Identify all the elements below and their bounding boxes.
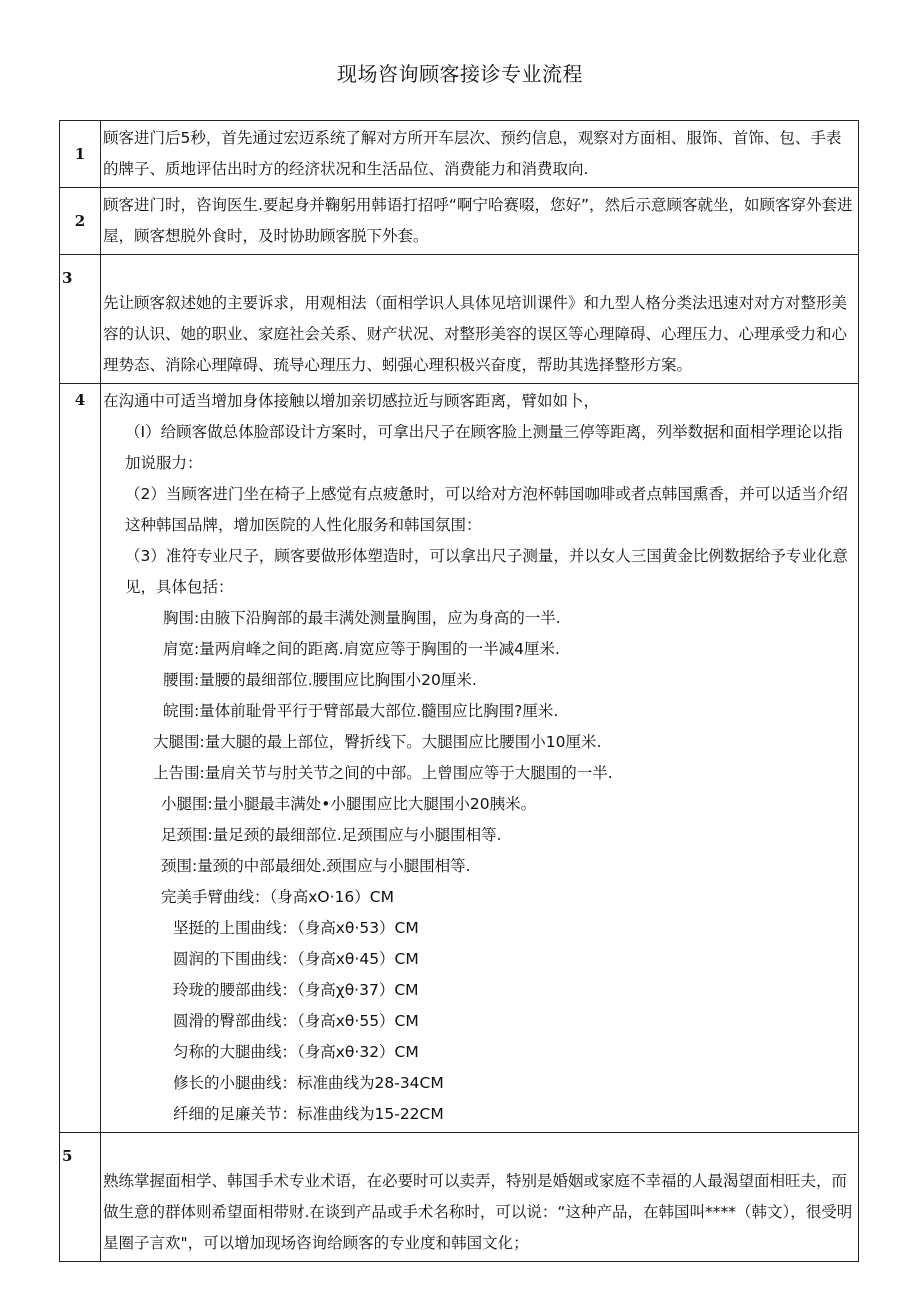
paragraph: 先让顾客叙述她的主要诉求，用观相法（面相学识人具体见培训课件》和九型人格分类法迅速对对方对整形美容的认识、她的职业、家庭社会关系、财产状况、对整形美容的误区等心理障碍、心理压力、心理承受力和心理势态、消除心理障碍、琉导心理压力、蚓强心理积极兴奋度，帮助其选择整形方案。 [103,294,848,374]
row-text [101,1133,859,1262]
procedure-table [59,120,859,1262]
row-text [101,188,859,255]
measure-item: 胸围:由腋下沿胸部的最丰满处测量胸围，应为身高的一半. [163,609,561,627]
measure-item: 匀称的大腿曲线：（身高xθ·32）CM [173,1043,419,1061]
row-number: 3 [60,255,101,384]
measure-item: 颈围:量颈的中部最细处.颈围应与小腿围相等. [161,857,471,875]
measure-item: 圆润的下围曲线：（身高xθ·45）CM [173,950,419,968]
measure-item: 修长的小腿曲线：标准曲线为28-34CM [173,1074,444,1092]
measurement-list [103,603,856,1130]
paragraph-2: （2）当顾客进门坐在椅子上感觉有点疲惫时，可以给对方泡杯韩国咖啡或者点韩国熏香，并可以适当介绍这种韩国品牌，增加医院的人性化服务和韩国氛围： [125,485,848,534]
table-row [60,255,859,384]
row-text [101,255,859,384]
measure-item: 完美手臂曲线：（身高xO·16）CM [161,888,394,906]
measure-item: 足颈围:量足颈的最细部位.足颈围应与小腿围相等. [161,826,502,844]
row-number: 4 [60,384,101,1133]
measure-item: 皖围:量体前耻骨平行于臂部最大部位.髓围应比胸围?厘米. [163,702,559,720]
measure-item: 坚挺的上围曲线：（身高xθ·53）CM [173,919,419,937]
table-row [60,121,859,188]
measure-item: 纤细的足廉关节：标准曲线为15-22CM [173,1105,444,1123]
paragraph-3: （3）准符专业尺子，顾客要做形体塑造时，可以拿出尺子测量，并以女人三国黄金比例数据给予专业化意见，具体包括： [125,547,848,596]
measure-item: 上告围:量肩关节与肘关节之间的中部。上曾围应等于大腿围的一半. [153,764,613,782]
paragraph-intro: 在沟通中可适当增加身体接触以增加亲切感拉近与顾客距离，臂如如卜， [103,392,600,410]
row-number: 1 [60,121,101,188]
measure-item: 小腿围:量小腿最丰满处•小腿围应比大腿围小20胰米。 [161,795,537,813]
paragraph-1: （I）给顾客做总体脸部设计方案时，可拿出尺子在顾客脸上测量三停等距离，列举数据和面相学理论以指加说服力： [125,423,843,472]
row-number: 2 [60,188,101,255]
measure-item: 腰围:量腰的最细部位.腰围应比胸围小20厘米. [163,671,477,689]
page-title: 现场咨询顾客接诊专业流程 [337,62,583,86]
row-text [101,121,859,188]
paragraph: 顾客进门后5秒，首先通过宏迈系统了解对方所开车层次、预约信息，观察对方面相、服饰、首饰、包、手表的牌子、质地评估出时方的经济状况和生活品位、消费能力和消费取向. [103,129,842,178]
paragraph: 熟练掌握面相学、韩国手术专业术语，在必要时可以卖弄，特别是婚姻或家庭不幸福的人最渴望面相旺夫，而做生意的群体则希望面相带财.在谈到产品或手术名称时，可以说：“这种产品，在韩国叫****（韩文），很受明星圈子言欢"，可以增加现场咨询给顾客的专业度和韩国文化； [103,1172,853,1252]
measure-item: 大腿围:量大腿的最上部位，臀折线下。大腿围应比腰围小10厘米. [153,733,602,751]
table-row [60,384,859,1133]
row-text [101,384,859,1133]
measure-item: 肩宽:量两肩峰之间的距离.肩宽应等于胸围的一半减4厘米. [163,640,560,658]
measure-item: 玲珑的腰部曲线：（身高χθ·37）CM [173,981,419,999]
table-row [60,188,859,255]
measure-item: 圆滑的臀部曲线：（身高xθ·55）CM [173,1012,419,1030]
row-number: 5 [60,1133,101,1262]
paragraph: 顾客进门时，咨询医生.要起身并鞠躬用韩语打招呼“啊宁哈赛啜，您好”，然后示意顾客就坐，如顾客穿外套进屋，顾客想脱外食时，及时协助顾客脱下外套。 [103,196,853,245]
table-row [60,1133,859,1262]
